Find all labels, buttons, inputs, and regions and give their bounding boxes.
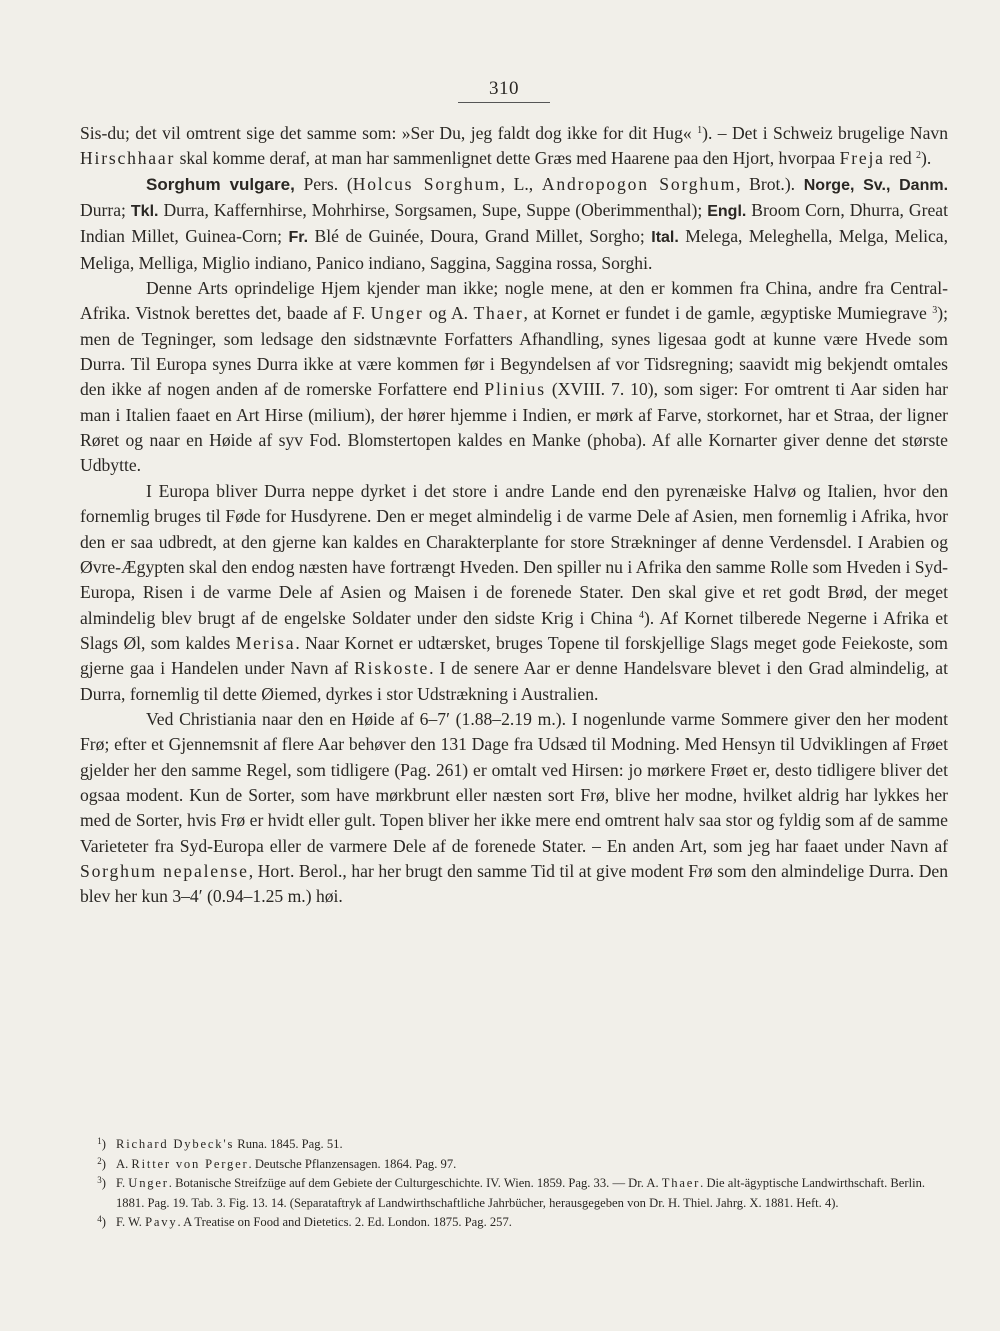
language-label: Tkl. bbox=[130, 203, 159, 221]
spaced-name: Unger bbox=[128, 1176, 169, 1190]
text-run: Pers. ( bbox=[294, 173, 353, 194]
footnote bbox=[80, 1155, 948, 1175]
page-number-rule bbox=[458, 102, 550, 103]
text-run: Durra, Kaffernhirse, Mohrhirse, Sorgsamen, Supe, Suppe (Oberimmenthal); bbox=[158, 200, 708, 221]
text-run: ). bbox=[921, 148, 932, 169]
spaced-name: Plinius bbox=[484, 379, 546, 400]
footnote bbox=[80, 1135, 948, 1155]
text-run: , L., bbox=[500, 173, 542, 194]
spaced-name: Andropogon Sorghum bbox=[541, 173, 737, 194]
text-run: Runa. 1845. Pag. 51. bbox=[234, 1137, 343, 1151]
footnotes bbox=[80, 1135, 948, 1233]
text-run: . Botanische Streifzüge auf dem Gebiete der Culturgeschichte. IV. Wien. 1859. Pag. 33. — Dr. A. bbox=[168, 1176, 662, 1190]
text-run: skal komme deraf, at man har sammenlignet dette Græs med Haarene paa den Hjort, hvorpaa bbox=[175, 148, 840, 169]
paragraph bbox=[80, 121, 948, 172]
spaced-name: Merisa bbox=[235, 632, 296, 653]
text-run: . Deutsche Pflanzensagen. 1864. Pag. 97. bbox=[248, 1156, 457, 1171]
text-run: red bbox=[884, 148, 917, 169]
spaced-name: Holcus Sorghum bbox=[352, 173, 501, 194]
spaced-name: Ritter von Perger bbox=[131, 1156, 249, 1171]
footnote-number: $^3$) bbox=[97, 1175, 106, 1190]
language-label: Engl. bbox=[707, 203, 747, 221]
footnote-reference: 1 bbox=[697, 125, 703, 136]
text-run: Melega, Meleghella, Melga, Melica, Meliga, Melliga, Miglio indiano, Panico indiano, Saggina, Saggina rossa, Sorghi. bbox=[80, 226, 948, 273]
text-run: A. bbox=[116, 1156, 132, 1171]
text-run: Ved Christiania naar den en Høide af 6–7′ (1.88–2.19 m.). I nogenlunde varme Sommere giver den her modent Frø; efter et Gjennemsnit af flere Aar behøver den 131 Dage fra Udsæd til Modning. Med Hensyn til Udviklingen af Frøet gjelder her den samme Regel, som tidligere (Pag. 261) er omtalt ved Hirsen: jo mørkere Frøet er, desto tidligere bliver det ogsaa modent. Kun de Sorter, som have mørkbrunt eller næsten sort Frø, blive her modne, hvilket aldrig har lykkes her med de Sorter, hvis Frø er hvidt eller gult. Topen bliver her ikke mere end omtrent halv saa stor og fyldig som af de samme Varieteter fra Syd-Europa eller de varmere Dele af de forenede Stater. – En anden Art, som jeg har faaet under Navn af bbox=[80, 708, 948, 856]
language-label: Fr. bbox=[288, 229, 309, 247]
text-run: . Naar Kornet er udtærsket, bruges Topene til forskjellige Slags meget gode Feiekoste, som gjerne gaa i Handelen under Navn af bbox=[80, 632, 948, 679]
footnote-number: $^4$) bbox=[97, 1214, 106, 1229]
footnote-text bbox=[116, 1155, 948, 1175]
text-run: , Hort. Berol., har her brugt den samme Tid til at give modent Frø som den almindelige Durra. Den blev her kun 3–4′ (0.94–1.25 m.) høi. bbox=[80, 860, 949, 907]
footnote-reference: 2 bbox=[916, 150, 922, 162]
spaced-name: Richard Dybeck's bbox=[116, 1137, 235, 1151]
text-run: Denne Arts oprindelige Hjem kjender man ikke; nogle mene, at den er kommen fra China, andre fra Central-Afrika. Vistnok berettes det, baade af F. bbox=[80, 278, 948, 324]
footnote-reference: 3 bbox=[932, 305, 938, 317]
text-run: Sis-du; det vil omtrent sige det samme som: »Ser Du, jeg faldt dog ikke for dit Hug« bbox=[80, 123, 698, 143]
footnote bbox=[80, 1213, 948, 1233]
main-text bbox=[80, 121, 948, 910]
text-run: F. bbox=[116, 1176, 129, 1190]
text-run: ). Af Kornet tilberede Negerne i Afrika et Slags Øl, som kaldes bbox=[80, 607, 948, 653]
spaced-name: Freja bbox=[839, 148, 885, 169]
language-label: Norge, Sv., Danm. bbox=[803, 176, 949, 194]
spaced-name: Hirschhaar bbox=[80, 148, 176, 169]
paragraph bbox=[80, 479, 948, 707]
text-run: (XVIII. 7. 10), som siger: For omtrent ti Aar siden har man i Italien faaet en Art Hirse (milium), der hører hjemme i Indien, er mørk af Farve, storkornet, har et Straa, der ligner Røret og naar en Høide af syv Fod. Blomstertopen kaldes en Manke (phoba). Af alle Kornarter giver denne det største Udbytte. bbox=[80, 379, 948, 476]
paragraph bbox=[80, 276, 948, 479]
text-run: . I de senere Aar er denne Handelsvare blevet i den Grad almindelig, at Durra, fornemlig til dette Øiemed, dyrkes i stor Udstrækning i Australien. bbox=[80, 658, 948, 704]
footnote-text bbox=[116, 1174, 948, 1213]
text-run: Blé de Guinée, Doura, Grand Millet, Sorgho; bbox=[308, 226, 652, 247]
text-run: Durra; bbox=[80, 200, 131, 221]
spaced-name: Riskoste bbox=[354, 658, 430, 679]
footnote-reference: 4 bbox=[638, 609, 644, 621]
species-heading: Sorghum vulgare, bbox=[146, 174, 295, 194]
text-run: , Brot.). bbox=[736, 173, 804, 194]
spaced-name: Pavy bbox=[145, 1215, 178, 1229]
footnote-text bbox=[116, 1135, 948, 1155]
footnote-text bbox=[116, 1213, 948, 1233]
spaced-name: Thaer bbox=[473, 303, 524, 324]
page-number: 310 bbox=[489, 78, 519, 99]
spaced-name: Unger bbox=[370, 303, 424, 324]
spaced-name: Sorghum nepalense bbox=[80, 860, 249, 881]
text-run: F. W. bbox=[116, 1215, 146, 1229]
footnote bbox=[80, 1174, 948, 1213]
text-run: ); men de Tegninger, som ledsage den sidstnævnte Forfatters Afhandling, synes ligesaa godt at kunne være Hvede som Durra. Til Europa synes Durra ikke at være kommen før i Begyndelsen af vor Tidsregning; saavidt mig bekjendt omtales den ikke af nogen anden af de romerske Forfattere end bbox=[80, 303, 948, 400]
text-run: og A. bbox=[423, 303, 474, 324]
text-run: . Die alt-ägyptische Landwirthschaft. Berlin. 1881. Pag. 19. Tab. 3. Fig. 13. 14. (Separataftryk af Landwirthschaftliche Jahrbücher, herausgegeben von Dr. H. Thiel. Jahrg. X. 1881. Heft. 4). bbox=[116, 1176, 926, 1210]
text-run: Broom Corn, Dhurra, Great Indian Millet, Guinea-Corn; bbox=[80, 200, 948, 247]
text-run: . A Treatise on Food and Dietetics. 2. Ed. London. 1875. Pag. 257. bbox=[177, 1215, 512, 1229]
footnote-number: $^2$) bbox=[97, 1155, 106, 1171]
paragraph bbox=[80, 707, 948, 910]
footnote-number: $^1$) bbox=[97, 1136, 106, 1151]
paragraph bbox=[80, 172, 948, 276]
spaced-name: Thaer bbox=[661, 1176, 701, 1190]
text-run: I Europa bliver Durra neppe dyrket i det store i andre Lande end den pyrenæiske Halvø og Italien, hvor den fornemlig bruges til Føde for Husdyrene. Den er meget almindelig i de varme Dele af Asien, men fornemlig i Afrika, hvor den er saa udbredt, at den gjerne kan kaldes en Charakterplante for store Strækninger af denne Verdensdel. I Arabien og Øvre-Ægypten skal den endog næsten have fortrængt Hveden. Den spiller nu i Afrika den samme Rolle som Hveden i Syd-Europa, Risen i de varme Dele af Asien og Maisen i de forenede Stater. Den skal give et ret godt Brød, der meget almindelig blev brugt af de engelske Soldater under den sidste Krig i China bbox=[80, 480, 948, 628]
text-run: , at Kornet er fundet i de gamle, ægyptiske Mumiegrave bbox=[523, 303, 933, 324]
text-run: ). – Det i Schweiz brugelige Navn bbox=[702, 123, 949, 143]
language-label: Ital. bbox=[651, 229, 679, 247]
